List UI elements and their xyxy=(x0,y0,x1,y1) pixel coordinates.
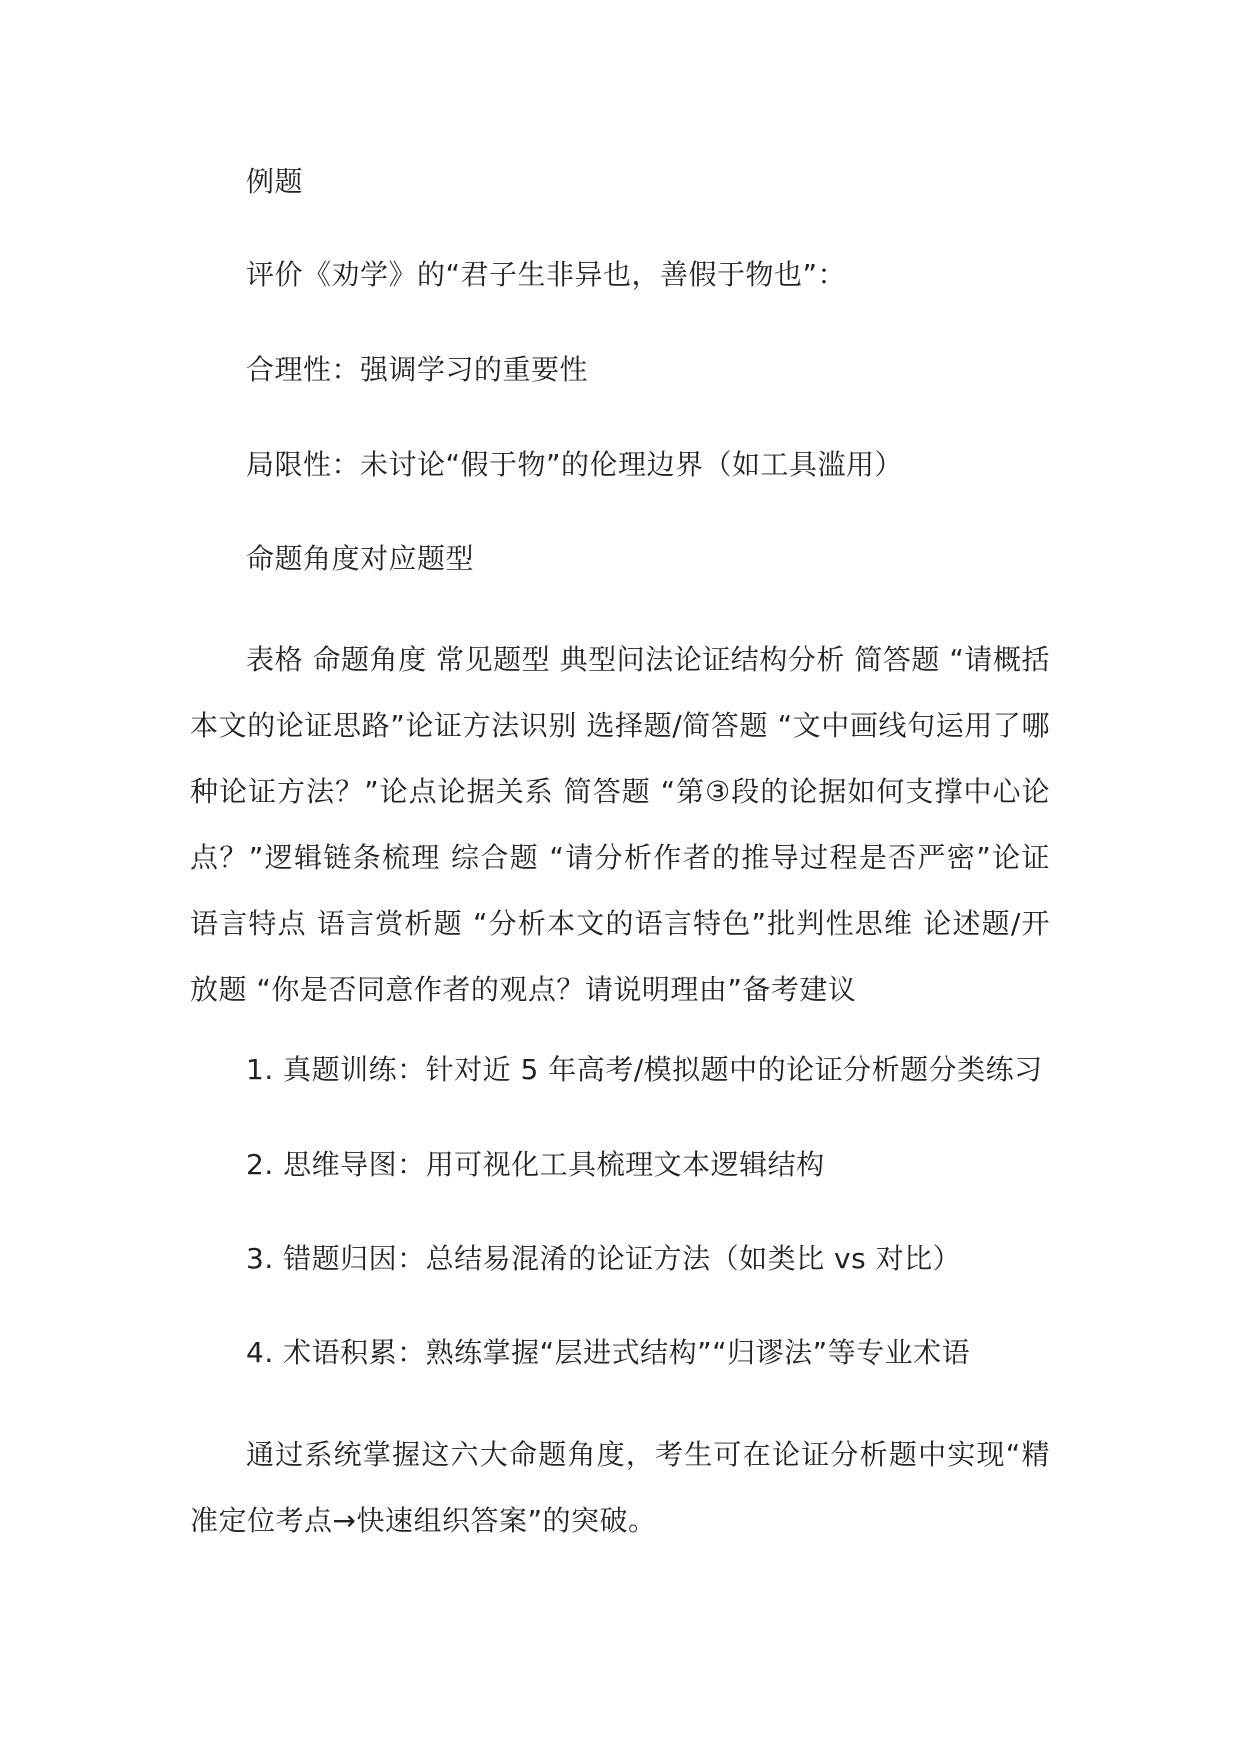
summary-paragraph: 通过系统掌握这六大命题角度，考生可在论证分析题中实现“精准定位考点→快速组织答案”的突破。 xyxy=(190,1438,1050,1537)
evaluation-intro: 评价《劝学》的“君子生非异也，善假于物也”： xyxy=(246,258,847,291)
tip-item: 3. 错题归因：总结易混淆的论证方法（如类比 vs 对比） xyxy=(246,1242,962,1275)
tip-item: 2. 思维导图：用可视化工具梳理文本逻辑结构 xyxy=(246,1148,825,1181)
table-paragraph: 表格 命题角度 常见题型 典型问法论证结构分析 简答题 “请概括本文的论证思路”论证方法识别 选择题/简答题 “文中画线句运用了哪种论证方法？”论点论据关系 简答题 “第③段的论据如何支撑中心论点？”逻辑链条梳理 综合题 “请分析作者的推导过程是否严密”论证语言特点 语言赏析题 “分析本文的语言特色”批判性思维 论述题/开放题 “你是否同意作者的观点？请说明理由”备考建议 xyxy=(190,643,1050,1006)
example-heading: 例题 xyxy=(246,165,304,198)
reasonableness-text: 合理性：强调学习的重要性 xyxy=(246,353,589,386)
limitation-text: 局限性：未讨论“假于物”的伦理边界（如工具滥用） xyxy=(246,448,904,481)
tip-item: 1. 真题训练：针对近 5 年高考/模拟题中的论证分析题分类练习 xyxy=(246,1053,1043,1086)
tip-item: 4. 术语积累：熟练掌握“层进式结构”“归谬法”等专业术语 xyxy=(246,1336,971,1369)
angles-heading: 命题角度对应题型 xyxy=(246,542,475,575)
